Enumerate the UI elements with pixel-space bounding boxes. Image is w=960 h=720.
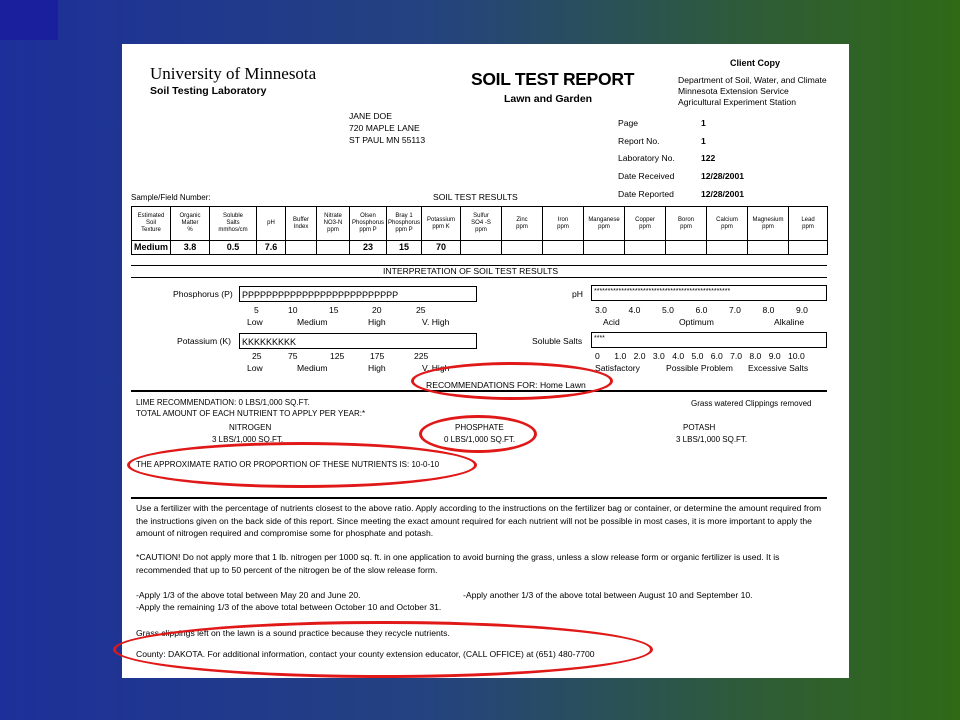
- results-value-cell: Medium: [132, 241, 171, 255]
- soil-test-results-table: [131, 206, 828, 255]
- corner-decoration: [0, 0, 58, 40]
- phosphate-label: PHOSPHATE: [455, 423, 504, 432]
- header-line: Organic: [179, 213, 201, 219]
- results-column-header: [210, 207, 257, 241]
- potassium-level: V. High: [422, 363, 450, 373]
- header-line: mmhos/cm: [218, 227, 248, 233]
- client-name: JANE DOE: [349, 111, 392, 121]
- results-column-header: [387, 207, 422, 241]
- total-nutrients-label: TOTAL AMOUNT OF EACH NUTRIENT TO APPLY PER YEAR:*: [136, 409, 366, 418]
- scale-tick: 7.0: [730, 351, 743, 361]
- ph-level: Acid: [603, 317, 620, 327]
- header-line: SO4 -S: [471, 220, 491, 226]
- potassium-tick: 75: [288, 351, 298, 361]
- department-line: Agricultural Experiment Station: [678, 97, 796, 107]
- potassium-tick: 225: [414, 351, 429, 361]
- interpretation-title: INTERPRETATION OF SOIL TEST RESULTS: [383, 266, 559, 276]
- header-line: Sulfur: [473, 213, 489, 219]
- nitrogen-label: NITROGEN: [229, 423, 272, 432]
- results-value-cell: [707, 241, 748, 255]
- phosphorus-tick: 20: [372, 305, 382, 315]
- header-line: Estimated: [137, 213, 165, 219]
- results-value-cell: [461, 241, 502, 255]
- potassium-level: High: [368, 363, 386, 373]
- header-line: Zinc: [516, 216, 528, 223]
- divider: [131, 277, 827, 278]
- header-line: ppm K: [432, 223, 450, 230]
- department-block: [678, 75, 827, 108]
- scale-tick: 2.0: [633, 351, 646, 361]
- client-copy-label: Client Copy: [730, 58, 781, 68]
- nutrient-ratio: THE APPROXIMATE RATIO OR PROPORTION OF THESE NUTRIENTS IS: 10-0-10: [136, 460, 440, 469]
- ph-level: Optimum: [679, 317, 714, 327]
- scale-tick: 4.0: [672, 351, 685, 361]
- ph-label: pH: [572, 289, 583, 299]
- header-line: ppm: [639, 223, 651, 230]
- header-line: Lead: [801, 216, 815, 223]
- ph-level: Alkaline: [774, 317, 805, 327]
- header-line: Matter: [181, 220, 199, 226]
- results-column-header: [666, 207, 707, 241]
- results-column-header: [502, 207, 543, 241]
- phosphorus-level: Low: [247, 317, 263, 327]
- results-value-cell: [543, 241, 584, 255]
- header-line: Nitrate: [324, 213, 342, 219]
- fertilizer-instructions: Use a fertilizer with the percentage of nutrients closest to the above ratio. Apply according to the instructions on the fertilizer bag or container, or determine the amount required from the instructions given on the back side of this report. Since meeting the exact amount required for each nutrient will not be possible in most cases, it is more important to apply the amount of nitrogen required and compromise some for phosphate and potash.: [136, 503, 822, 539]
- header-line: Olsen: [360, 213, 376, 219]
- client-city: ST PAUL MN 55113: [349, 135, 426, 145]
- header-line: Texture: [141, 227, 161, 233]
- recommendations-title: RECOMMENDATIONS FOR: Home Lawn: [426, 380, 586, 390]
- phosphorus-bar: PPPPPPPPPPPPPPPPPPPPPPPPPP: [239, 286, 477, 302]
- scale-tick: 6.0: [710, 351, 723, 361]
- university-name: University of Minnesota: [150, 64, 317, 83]
- lime-recommendation: LIME RECOMMENDATION: 0 LBS/1,000 SQ.FT.: [136, 398, 310, 407]
- header-line: Iron: [557, 216, 569, 223]
- header-line: Boron: [677, 216, 694, 223]
- results-value-cell: 3.8: [171, 241, 210, 255]
- results-value-cell: 0.5: [210, 241, 257, 255]
- header-line: ppm P: [359, 227, 377, 233]
- county-contact: County: DAKOTA. For additional information, contact your county extension educator, (CALL OFFICE) at (651) 480-7700: [136, 649, 595, 659]
- results-value-cell: [584, 241, 625, 255]
- phosphorus-tick: 25: [416, 305, 426, 315]
- scale-tick: 9.0: [796, 305, 808, 315]
- info-label: Laboratory No.: [618, 153, 675, 164]
- info-label: Date Reported: [618, 188, 674, 199]
- phosphorus-level: Medium: [297, 317, 328, 327]
- scale-tick: 9.0: [768, 351, 781, 361]
- header-line: ppm: [680, 223, 692, 230]
- scale-tick: 8.0: [749, 351, 762, 361]
- phosphorus-tick: 10: [288, 305, 298, 315]
- report-subtitle: Lawn and Garden: [504, 93, 593, 105]
- caution-note: *CAUTION! Do not apply more that 1 lb. nitrogen per 1000 sq. ft. in one application to avoid burning the grass, unless a slow release form or organic fertilizer is used. It is recommended that up to 50 percent of the nitrogen be of the slow release form.: [136, 552, 780, 575]
- header-line: ppm P: [395, 227, 413, 233]
- client-address: [349, 110, 425, 146]
- scale-tick: 3.0: [652, 351, 665, 361]
- soluble-salts-bar: ****: [591, 332, 827, 348]
- header-line: NO3-N: [323, 220, 343, 226]
- results-column-header: [171, 207, 210, 241]
- scale-tick: 7.0: [729, 305, 741, 315]
- results-value-cell: 15: [387, 241, 422, 255]
- results-value-cell: [502, 241, 543, 255]
- clippings-note: Grass clippings left on the lawn is a sound practice because they recycle nutrients.: [136, 628, 450, 638]
- phosphorus-tick: 5: [254, 305, 259, 315]
- scale-tick: 3.0: [595, 305, 607, 315]
- header-line: Potassium: [426, 216, 455, 223]
- lab-name: Soil Testing Laboratory: [150, 85, 267, 97]
- salts-level: Satisfactory: [595, 363, 640, 373]
- results-value-cell: 23: [350, 241, 387, 255]
- scale-tick: 1.0: [614, 351, 627, 361]
- scale-tick: 6.0: [695, 305, 708, 315]
- results-column-header: [789, 207, 828, 241]
- header-line: pH: [267, 220, 275, 226]
- potassium-level: Low: [247, 363, 263, 373]
- apply-step-2: -Apply another 1/3 of the above total between August 10 and September 10.: [463, 590, 753, 600]
- report-info-labels: [618, 115, 675, 204]
- apply-step-1: -Apply 1/3 of the above total between May 20 and June 20.: [136, 590, 361, 600]
- header-line: ppm: [327, 227, 339, 233]
- client-street: 720 MAPLE LANE: [349, 123, 420, 133]
- soil-test-report: [122, 44, 849, 678]
- phosphorus-tick: 15: [329, 305, 339, 315]
- header-line: Salts: [226, 220, 240, 226]
- info-label: Page: [618, 118, 639, 128]
- header-line: Bray 1: [395, 213, 413, 219]
- potassium-bar: KKKKKKKKK: [239, 333, 477, 349]
- report-info-values: [701, 115, 744, 204]
- phosphorus-level: High: [368, 317, 386, 327]
- results-column-header: [625, 207, 666, 241]
- header-line: ppm: [598, 223, 610, 230]
- header-line: Buffer: [293, 216, 309, 223]
- results-column-header: [257, 207, 286, 241]
- potassium-level: Medium: [297, 363, 328, 373]
- info-value: 1: [701, 118, 706, 128]
- potassium-label: Potassium (K): [177, 336, 231, 346]
- header-line: Magnesium: [752, 216, 784, 223]
- results-column-header: [132, 207, 171, 241]
- potash-value: 3 LBS/1,000 SQ.FT.: [676, 435, 748, 444]
- header-line: ppm: [557, 223, 569, 230]
- results-column-header: [707, 207, 748, 241]
- results-column-header: [461, 207, 502, 241]
- phosphorus-level: V. High: [422, 317, 450, 327]
- results-column-header: [317, 207, 350, 241]
- results-column-header: [286, 207, 317, 241]
- header-line: ppm: [762, 223, 774, 230]
- results-value-cell: [789, 241, 828, 255]
- info-value: 12/28/2001: [701, 188, 745, 199]
- results-column-header: [350, 207, 387, 241]
- info-value: 122: [701, 153, 716, 164]
- header-line: Calcium: [716, 216, 738, 223]
- scale-tick: 0: [595, 351, 600, 361]
- potassium-tick: 25: [252, 351, 262, 361]
- salts-level: Possible Problem: [666, 363, 733, 373]
- highlight-oval-recommendations: [411, 362, 613, 400]
- salts-level: Excessive Salts: [748, 363, 809, 373]
- info-label: Report No.: [618, 135, 660, 146]
- report-title: SOIL TEST REPORT: [471, 69, 635, 89]
- department-line: Minnesota Extension Service: [678, 86, 789, 96]
- divider: [131, 497, 827, 499]
- ph-bar: **************************************************: [591, 285, 827, 301]
- results-value-cell: [317, 241, 350, 255]
- phosphate-value: 0 LBS/1,000 SQ.FT.: [444, 435, 516, 444]
- header-line: ppm: [802, 223, 814, 230]
- header-line: ppm: [721, 223, 733, 230]
- soil-test-results-title: SOIL TEST RESULTS: [433, 192, 518, 202]
- header-line: Soluble: [222, 213, 243, 219]
- results-value-cell: [286, 241, 317, 255]
- apply-step-3: -Apply the remaining 1/3 of the above total between October 10 and October 31.: [136, 602, 442, 612]
- potassium-tick: 175: [370, 351, 385, 361]
- header-line: Copper: [635, 216, 655, 223]
- scale-tick: 5.0: [662, 305, 674, 315]
- highlight-oval-ratio: [127, 442, 477, 488]
- info-value: 12/28/2001: [701, 171, 745, 182]
- highlight-oval-phosphate: [419, 415, 537, 453]
- results-value-cell: 70: [422, 241, 461, 255]
- header-line: ppm: [516, 223, 528, 230]
- header-line: Soil: [145, 220, 156, 226]
- nitrogen-value: 3 LBS/1,000 SQ.FT.: [212, 435, 284, 444]
- results-column-header: [584, 207, 625, 241]
- scale-tick: 5.0: [691, 351, 704, 361]
- scale-tick: 8.0: [762, 305, 775, 315]
- header-line: Manganese: [588, 216, 620, 223]
- potassium-tick: 125: [330, 351, 345, 361]
- header-line: Phosphorus: [387, 220, 421, 226]
- soluble-salts-label: Soluble Salts: [532, 336, 583, 346]
- results-column-header: [543, 207, 584, 241]
- header-line: ppm: [475, 227, 487, 233]
- results-column-header: [748, 207, 789, 241]
- department-line: Department of Soil, Water, and Climate: [678, 75, 827, 85]
- results-value-cell: [748, 241, 789, 255]
- header-line: Index: [293, 223, 309, 230]
- scale-tick: 4.0: [628, 305, 641, 315]
- info-label: Date Received: [618, 171, 675, 182]
- results-value-cell: 7.6: [257, 241, 286, 255]
- header-line: %: [187, 227, 193, 233]
- results-value-cell: [666, 241, 707, 255]
- results-value-cell: [625, 241, 666, 255]
- potash-label: POTASH: [683, 423, 716, 432]
- phosphorus-label: Phosphorus (P): [173, 289, 233, 299]
- results-column-header: [422, 207, 461, 241]
- scale-tick: 10.0: [788, 351, 805, 361]
- lawn-conditions: Grass watered Clippings removed: [691, 399, 812, 408]
- sample-field-label: Sample/Field Number:: [131, 193, 211, 202]
- highlight-oval-county: [113, 621, 653, 678]
- info-value: 1: [701, 135, 706, 146]
- header-line: Phosphorus: [351, 220, 385, 226]
